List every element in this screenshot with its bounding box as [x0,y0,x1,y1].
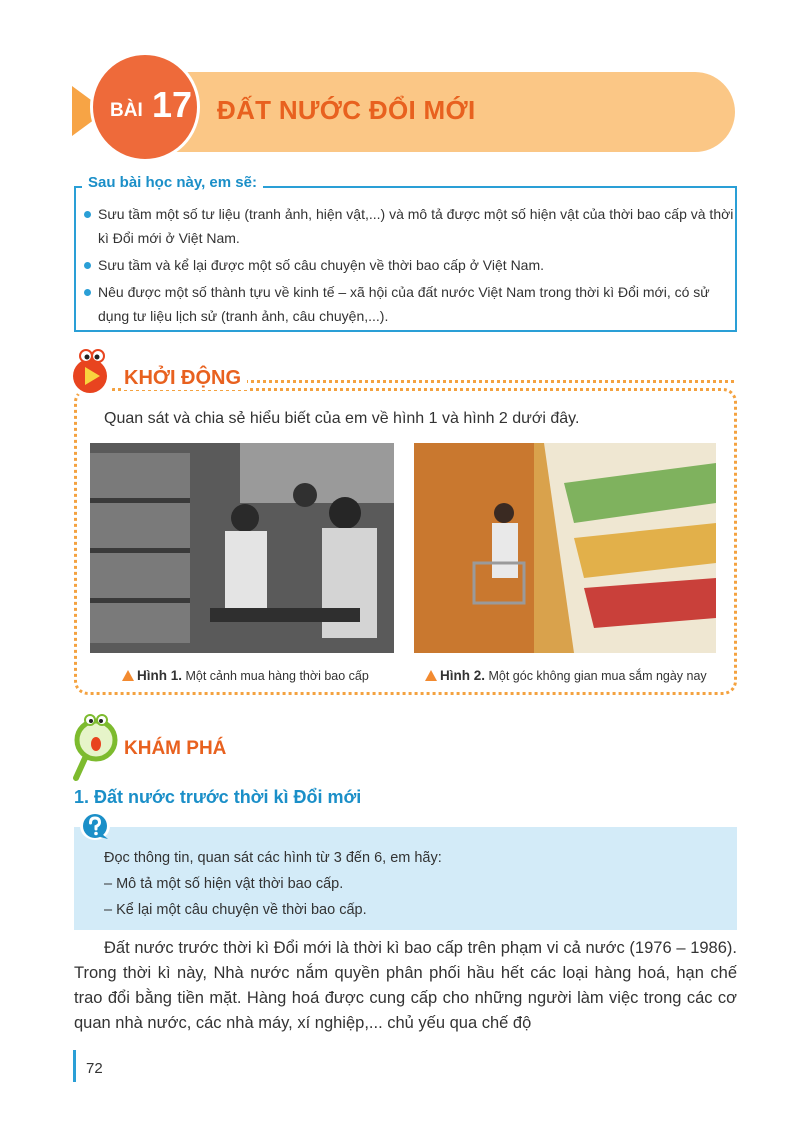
triangle-marker-icon [122,670,134,681]
figure-2-photo [414,443,716,653]
khoi-dong-title: KHỞI ĐỘNG [124,367,247,390]
play-mascot-icon [66,346,118,398]
body-paragraph: Đất nước trước thời kì Đổi mới là thời kì bao cấp trên phạm vi cả nước (1976 – 1986). Trong thời kì này, Nhà nước nắm quyền phân phối hầu hết các loại hàng hoá, hạn chế trao đổi bằng tiền mặt. Hàng hoá được cung cấp cho những người làm việc trong các cơ quan nhà nước, các nhà máy, xí nghiệp,... chủ yếu qua chế độ [74,939,737,1032]
question-line: – Mô tả một số hiện vật thời bao cấp. [104,876,344,892]
question-line: Đọc thông tin, quan sát các hình từ 3 đến 6, em hãy: [104,850,442,866]
figure-2-caption [425,668,707,683]
bullet-icon [84,211,91,218]
figure-1-caption [122,668,369,683]
lesson-number: 17 [152,84,193,125]
figure-1-photo [90,443,394,653]
page-number-bar [73,1050,76,1082]
bullet-icon [84,262,91,269]
page-number: 72 [86,1060,103,1077]
objective-text: Sưu tầm một số tư liệu (tranh ảnh, hiện vật,...) và mô tả được một số hiện vật của thời bao cấp và thời kì Đổi mới ở Việt Nam. [98,206,734,246]
objective-item [84,280,734,328]
kham-pha-title: KHÁM PHÁ [124,738,227,759]
question-line: – Kể lại một câu chuyện về thời bao cấp. [104,902,367,918]
lesson-word: BÀI [110,100,143,121]
objective-item [84,202,734,250]
triangle-marker-icon [425,670,437,681]
section-title-dotted-rule [240,380,734,383]
lesson-title: ĐẤT NƯỚC ĐỔI MỚI [217,95,476,125]
section-heading: 1. Đất nước trước thời kì Đổi mới [74,787,362,807]
figure-2-label: Hình 2. [440,668,486,683]
objectives-label: Sau bài học này, em sẽ: [82,174,263,191]
objective-text: Sưu tầm và kể lại được một số câu chuyện về thời bao cấp ở Việt Nam. [98,257,545,273]
magnifier-mascot-icon [72,712,122,782]
figure-1-label: Hình 1. [137,668,183,683]
figure-1-caption-text: Một cảnh mua hàng thời bao cấp [185,669,369,683]
bullet-icon [84,289,91,296]
objective-text: Nêu được một số thành tựu về kinh tế – xã hội của đất nước Việt Nam trong thời kì Đổi mới, có sử dụng tư liệu lịch sử (tranh ảnh, câu chuyện,...). [98,284,710,324]
objective-item [84,253,734,277]
question-icon [80,812,110,840]
khoi-dong-prompt: Quan sát và chia sẻ hiểu biết của em về hình 1 và hình 2 dưới đây. [104,410,580,427]
figure-2-caption-text: Một góc không gian mua sắm ngày nay [488,669,707,683]
